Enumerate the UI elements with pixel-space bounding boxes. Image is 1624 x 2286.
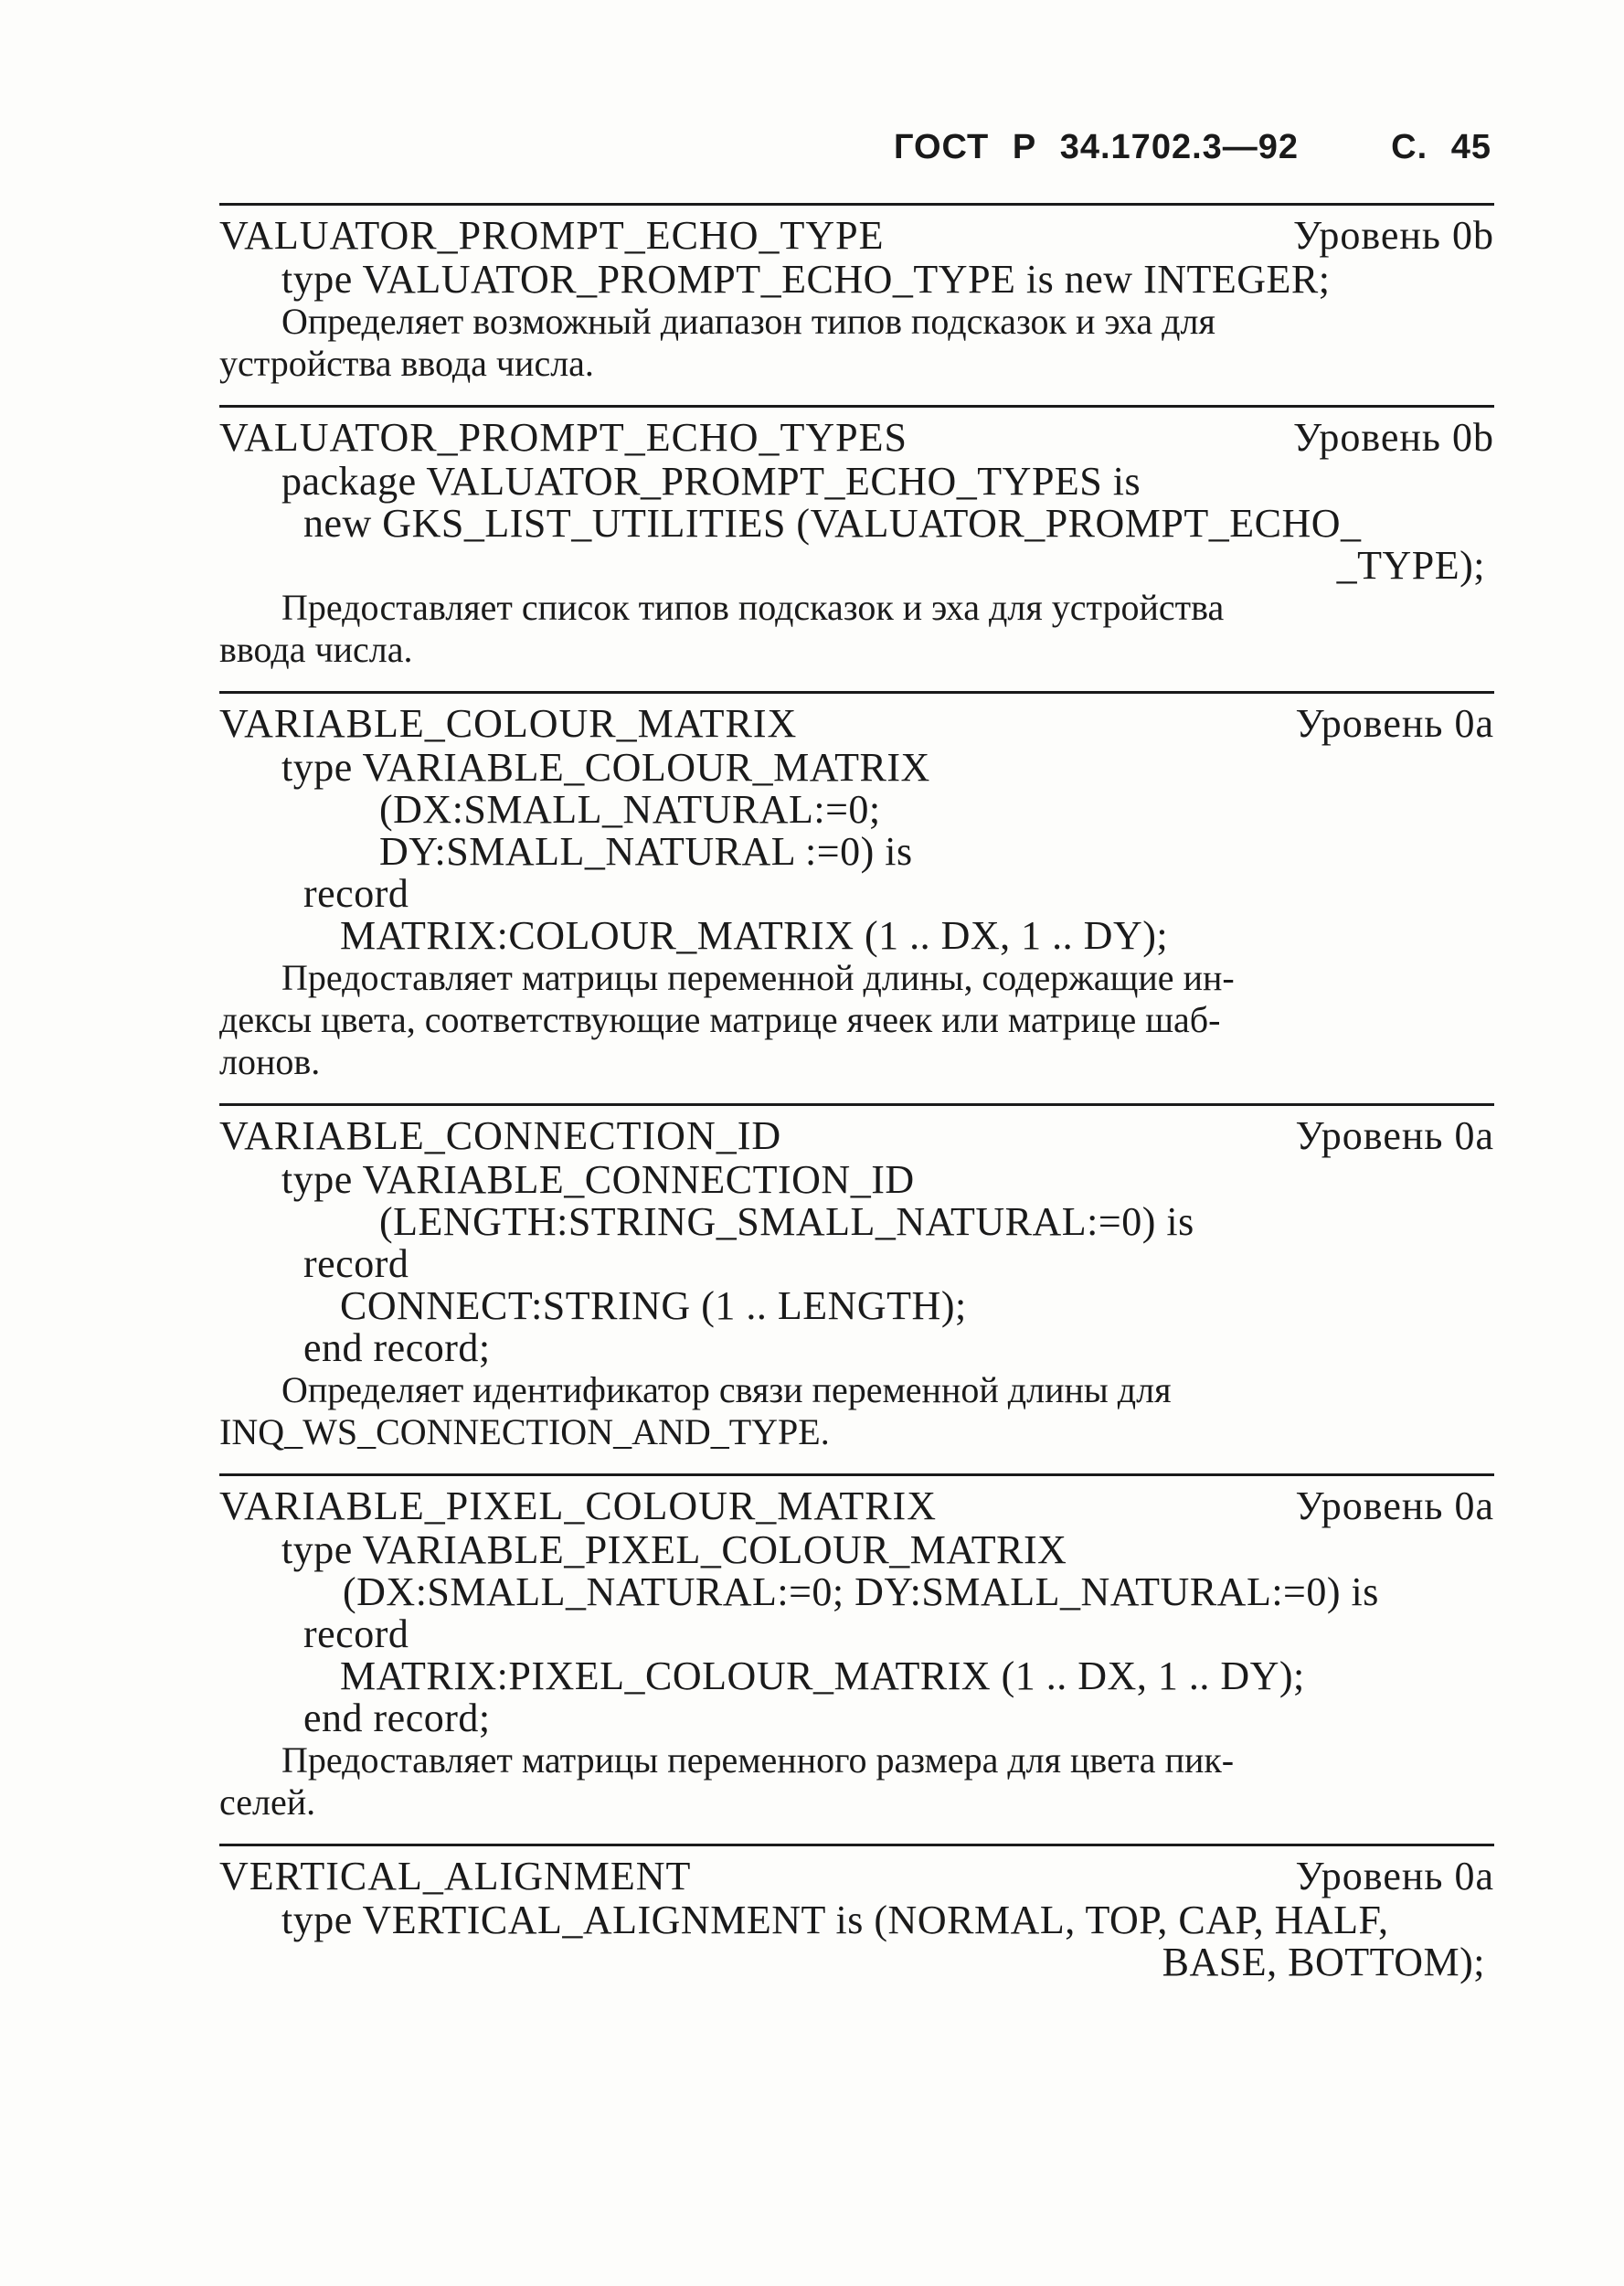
code-line: (LENGTH:STRING_SMALL_NATURAL:=0) is — [379, 1199, 1194, 1244]
code-line: package VALUATOR_PROMPT_ECHO_TYPES is — [281, 459, 1141, 504]
description-line: Предоставляет список типов подсказок и эха для устройства — [281, 587, 1225, 628]
code-line: MATRIX:COLOUR_MATRIX (1 .. DX, 1 .. DY); — [340, 913, 1169, 958]
entry-variable-pixel-colour-matrix — [219, 1473, 1494, 1844]
code-line: type VARIABLE_PIXEL_COLOUR_MATRIX — [281, 1527, 1067, 1572]
entry-name: VERTICAL_ALIGNMENT — [219, 1854, 692, 1898]
entry-valuator-prompt-echo-types — [219, 405, 1494, 691]
entry-name: VARIABLE_CONNECTION_ID — [219, 1113, 782, 1158]
entry-level: Уровень 0b — [1293, 415, 1494, 460]
description-line: Определяет возможный диапазон типов подсказок и эха для — [281, 301, 1215, 342]
page-number: С. 45 — [1391, 128, 1491, 166]
code-line: _TYPE); — [1336, 543, 1485, 588]
entry-name: VALUATOR_PROMPT_ECHO_TYPE — [219, 213, 885, 258]
code-line: type VARIABLE_COLOUR_MATRIX — [281, 745, 930, 790]
entry-level: Уровень 0b — [1293, 213, 1494, 258]
entry-heading — [219, 701, 1494, 747]
description-line: Определяет идентификатор связи переменной длины для — [281, 1369, 1172, 1410]
code-line: record — [303, 1611, 409, 1656]
running-header — [894, 128, 1491, 167]
code-line: type VALUATOR_PROMPT_ECHO_TYPE is new INTEGER; — [281, 257, 1331, 302]
entry-heading — [219, 1113, 1494, 1159]
code-line: MATRIX:PIXEL_COLOUR_MATRIX (1 .. DX, 1 .. DY); — [340, 1653, 1305, 1698]
description-line: лонов. — [219, 1041, 321, 1082]
description-line: селей. — [219, 1781, 316, 1823]
code-line: DY:SMALL_NATURAL :=0) is — [379, 829, 913, 874]
description-line: дексы цвета, соответствующие матрице ячеек или матрице шаб- — [219, 999, 1221, 1040]
entry-name: VARIABLE_COLOUR_MATRIX — [219, 701, 798, 746]
glossary-content — [219, 203, 1494, 1983]
code-line: (DX:SMALL_NATURAL:=0; DY:SMALL_NATURAL:=0) is — [343, 1569, 1379, 1614]
entry-heading — [219, 213, 1494, 259]
entry-variable-connection-id — [219, 1103, 1494, 1473]
entry-heading — [219, 1483, 1494, 1529]
entry-level: Уровень 0а — [1295, 1483, 1494, 1528]
code-line: BASE, BOTTOM); — [1162, 1940, 1485, 1984]
entry-name: VARIABLE_PIXEL_COLOUR_MATRIX — [219, 1483, 937, 1528]
entry-vertical-alignment — [219, 1844, 1494, 1983]
entry-heading — [219, 1854, 1494, 1899]
code-line: CONNECT:STRING (1 .. LENGTH); — [340, 1283, 967, 1328]
entry-level: Уровень 0а — [1295, 1113, 1494, 1158]
code-line: record — [303, 871, 409, 916]
entry-name: VALUATOR_PROMPT_ECHO_TYPES — [219, 415, 908, 460]
code-line: type VERTICAL_ALIGNMENT is (NORMAL, TOP, CAP, HALF, — [281, 1898, 1389, 1942]
code-line: record — [303, 1241, 409, 1286]
description-line: устройства ввода числа. — [219, 343, 594, 384]
entry-variable-colour-matrix — [219, 691, 1494, 1103]
description-line: INQ_WS_CONNECTION_AND_TYPE. — [219, 1411, 830, 1452]
entry-heading — [219, 415, 1494, 461]
description-line: Предоставляет матрицы переменной длины, содержащие ин- — [281, 957, 1235, 998]
code-line: (DX:SMALL_NATURAL:=0; — [379, 787, 881, 832]
entry-valuator-prompt-echo-type — [219, 203, 1494, 405]
code-line: type VARIABLE_CONNECTION_ID — [281, 1157, 915, 1202]
code-line: end record; — [303, 1696, 491, 1740]
entry-level: Уровень 0а — [1295, 1854, 1494, 1898]
standard-designation: ГОСТ Р 34.1702.3—92 — [893, 128, 1300, 166]
code-line: new GKS_LIST_UTILITIES (VALUATOR_PROMPT_ECHO_ — [303, 501, 1362, 546]
description-line: ввода числа. — [219, 629, 413, 670]
entry-level: Уровень 0а — [1295, 701, 1494, 746]
description-line: Предоставляет матрицы переменного размера для цвета пик- — [281, 1739, 1235, 1781]
code-line: end record; — [303, 1325, 491, 1370]
